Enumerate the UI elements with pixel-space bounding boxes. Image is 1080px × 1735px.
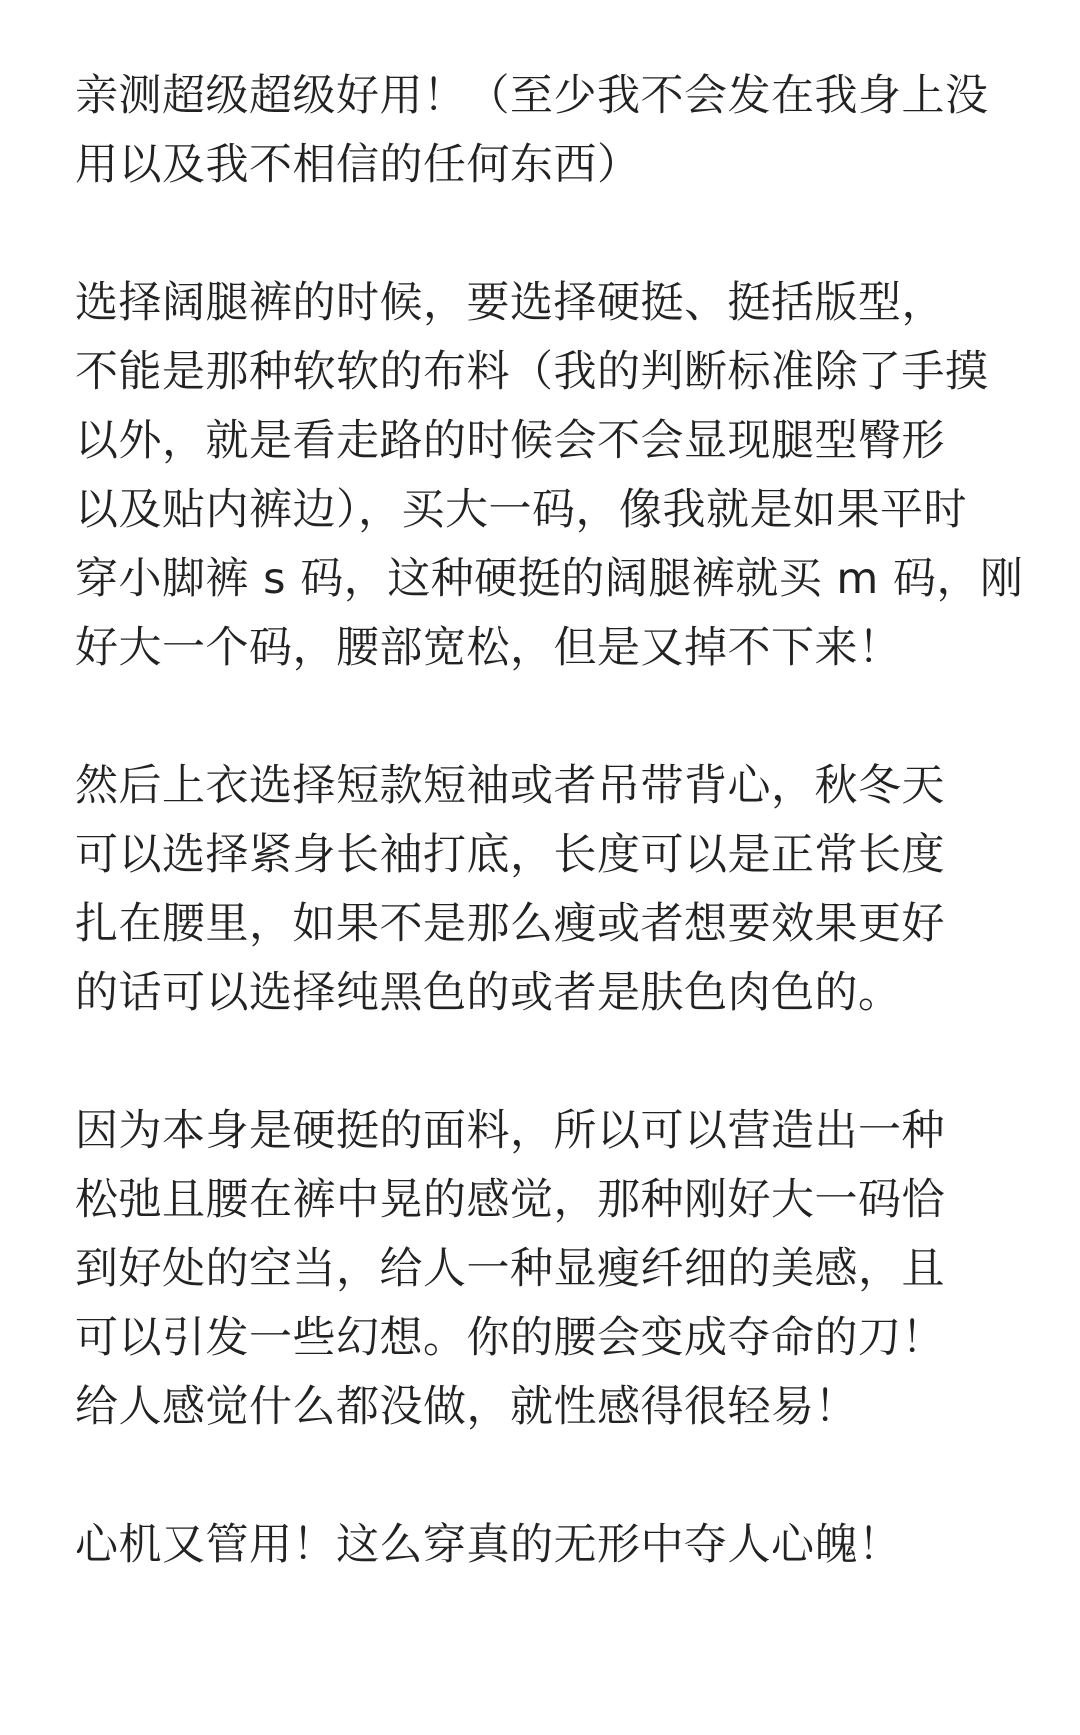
text-line: 不能是那种软软的布料（我的判断标准除了手摸 [75, 347, 989, 397]
text-line: 的话可以选择纯黑色的或者是肤色肉色的。 [75, 968, 902, 1018]
text-line: 因为本身是硬挺的面料，所以可以营造出一种 [75, 1106, 945, 1156]
text-line: 选择阔腿裤的时候，要选择硬挺、挺括版型， [75, 278, 945, 328]
text-line: 以外，就是看走路的时候会不会显现腿型臀形 [75, 416, 945, 466]
text-line: 扎在腰里，如果不是那么瘦或者想要效果更好 [75, 899, 945, 949]
paragraph-recommendation [75, 62, 1035, 200]
text-line: 用以及我不相信的任何东西） [75, 140, 641, 190]
text-line: 然后上衣选择短款短袖或者吊带背心，秋冬天 [75, 761, 945, 811]
paragraph-top-choice [75, 752, 1035, 1028]
text-line: 心机又管用！这么穿真的无形中夺人心魄！ [75, 1520, 902, 1570]
note-body [75, 62, 1035, 1580]
text-line: 可以选择紧身长袖打底，长度可以是正常长度 [75, 830, 945, 880]
text-line: 可以引发一些幻想。你的腰会变成夺命的刀！ [75, 1313, 945, 1363]
paragraph-effect [75, 1097, 1035, 1442]
text-line: 穿小脚裤 s 码，这种硬挺的阔腿裤就买 m 码，刚 [75, 554, 1024, 604]
text-line: 松弛且腰在裤中晃的感觉，那种刚好大一码恰 [75, 1175, 945, 1225]
paragraph-conclusion [75, 1511, 1035, 1580]
paragraph-pants-sizing [75, 269, 1035, 683]
text-line: 以及贴内裤边），买大一码，像我就是如果平时 [75, 485, 967, 535]
text-line: 亲测超级超级好用！（至少我不会发在我身上没 [75, 71, 989, 121]
text-line: 给人感觉什么都没做，就性感得很轻易！ [75, 1382, 858, 1432]
text-line: 到好处的空当，给人一种显瘦纤细的美感，且 [75, 1244, 945, 1294]
text-line: 好大一个码，腰部宽松，但是又掉不下来！ [75, 623, 902, 673]
